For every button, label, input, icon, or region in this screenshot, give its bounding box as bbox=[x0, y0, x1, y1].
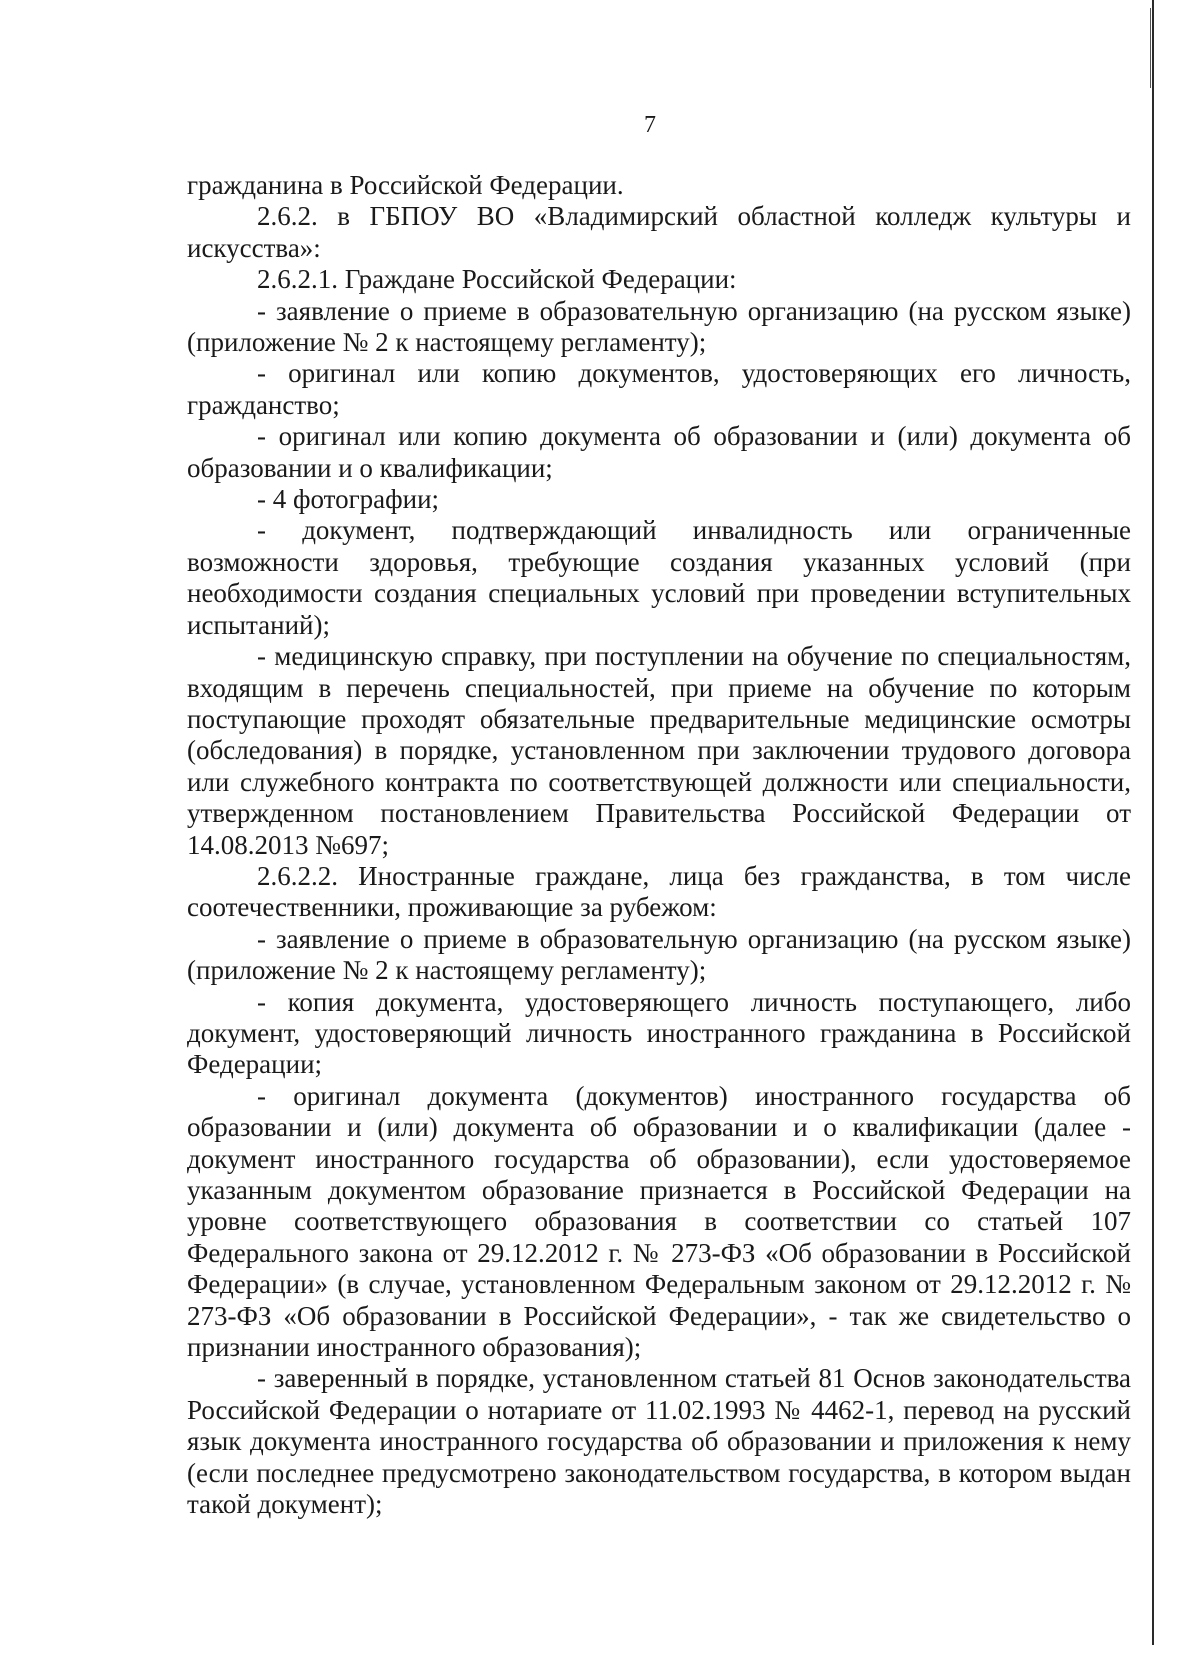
page-number: 7 bbox=[644, 112, 656, 138]
list-item: - заверенный в порядке, установленном статьей 81 Основ законодательства Российской Федерации о нотариате от 11.02.1993 № 4462-1, перевод на русский язык документа иностранного государства об образовании и приложения к нему (если последнее предусмотрено законодательством государства, в котором выдан такой документ); bbox=[187, 1363, 1131, 1520]
list-item: - медицинскую справку, при поступлении на обучение по специальностям, входящим в перечень специальностей, при приеме на обучение по которым поступающие проходят обязательные предварительные медицинские осмотры (обследования) в порядке, установленном при заключении трудового договора или служебного контракта по соответствующей должности или специальности, утвержденном постановлением Правительства Российской Федерации от 14.08.2013 №697; bbox=[187, 641, 1131, 860]
document-body bbox=[187, 170, 1131, 1520]
list-item: - оригинал или копию документа об образовании и (или) документа об образовании и о квалификации; bbox=[187, 421, 1131, 483]
list-item: - 4 фотографии; bbox=[257, 484, 440, 515]
list-item: - документ, подтверждающий инвалидность или ограниченные возможности здоровья, требующие создания указанных условий (при необходимости создания специальных условий при проведении вступительных испытаний); bbox=[187, 515, 1131, 640]
list-item: - оригинал или копию документов, удостоверяющих его личность, гражданство; bbox=[187, 358, 1131, 420]
paragraph: 2.6.2.1. Граждане Российской Федерации: bbox=[257, 264, 737, 295]
list-item: - копия документа, удостоверяющего личность поступающего, либо документ, удостоверяющий личность иностранного гражданина в Российской Федерации; bbox=[187, 986, 1131, 1080]
list-item: - заявление о приеме в образовательную организацию (на русском языке) (приложение № 2 к настоящему регламенту); bbox=[187, 923, 1131, 986]
scan-edge-line bbox=[1152, 0, 1154, 1645]
paragraph: 2.6.2. в ГБПОУ ВО «Владимирский областной колледж культуры и искусства»: bbox=[187, 201, 1131, 263]
paragraph: гражданина в Российской Федерации. bbox=[187, 170, 624, 200]
list-item: - оригинал документа (документов) иностранного государства об образовании и (или) документа об образовании и о квалификации (далее - документ иностранного государства об образовании), если удостоверяемое указанным документом образование признается в Российской Федерации на уровне соответствующего образования в соответствии со статьей 107 Федерального закона от 29.12.2012 г. № 273-ФЗ «Об образовании в Российской Федерации» (в случае, установленном Федеральным законом от 29.12.2012 г. № 273-ФЗ «Об образовании в Российской Федерации», - так же свидетельство о признании иностранного образования); bbox=[187, 1080, 1131, 1363]
list-item: - заявление о приеме в образовательную организацию (на русском языке) (приложение № 2 к настоящему регламенту); bbox=[187, 295, 1131, 358]
paragraph: 2.6.2.2. Иностранные граждане, лица без гражданства, в том числе соотечественники, проживающие за рубежом: bbox=[187, 860, 1131, 923]
scan-edge-mark bbox=[1150, 8, 1151, 88]
